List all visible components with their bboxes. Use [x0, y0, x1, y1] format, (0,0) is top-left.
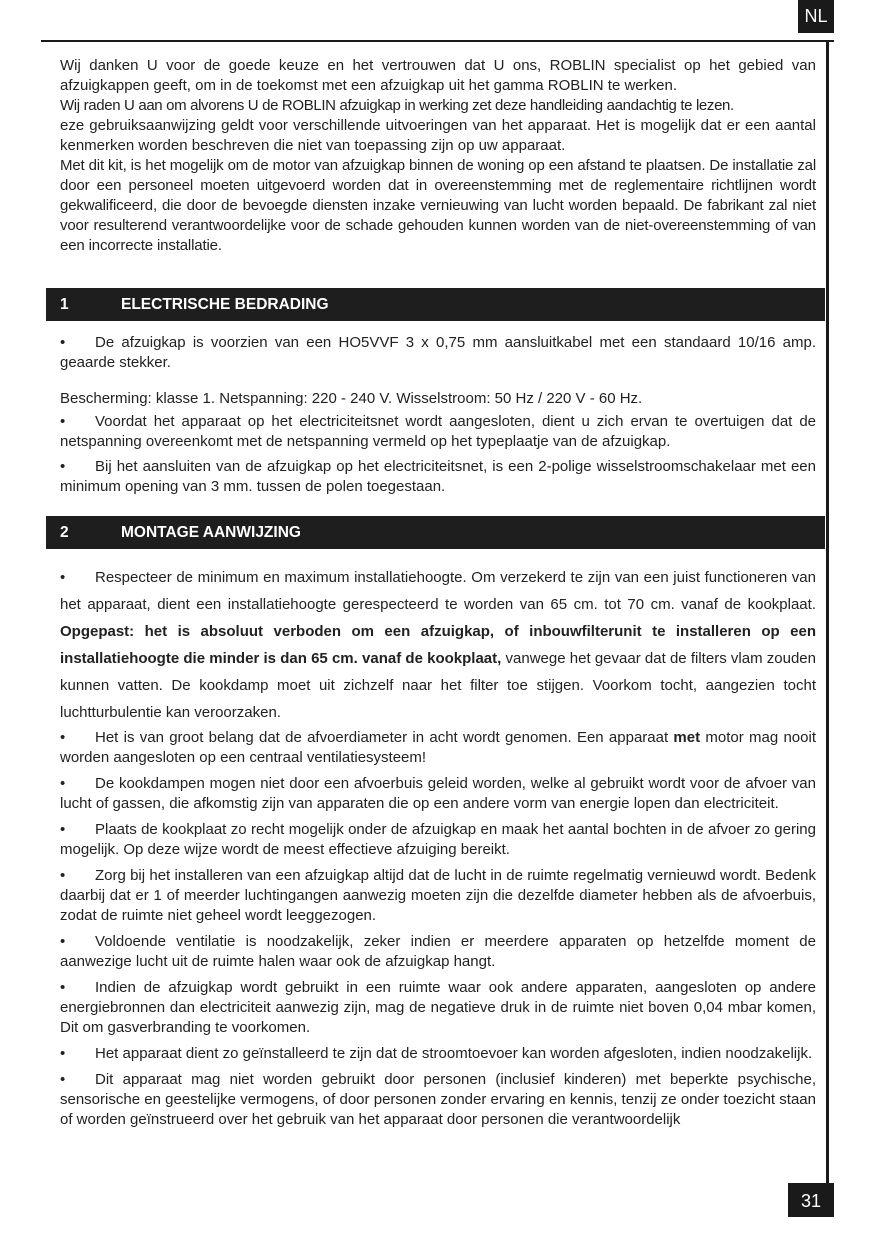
section-2-number: 2: [60, 524, 69, 541]
frame-right-rule: [826, 40, 829, 1183]
intro-paragraph-3: eze gebruiksaanwijzing geldt voor verschillende uitvoeringen van het apparaat. Het is mogelijk dat er een aantal kenmerken worden beschreven die niet van toepassing zijn op uw apparaat.: [60, 117, 816, 154]
bullet: •: [60, 1045, 66, 1062]
emphasis-text: met: [673, 729, 701, 746]
list-item-text: Voldoende ventilatie is noodzakelijk, zeker indien er meerdere apparaten op hetzelfde moment de aanwezige lucht uit de ruimte halen waar ook de afzuigkap hangt.: [60, 933, 816, 970]
section-1-title: ELECTRISCHE BEDRADING: [121, 296, 329, 313]
section-1-header: [46, 288, 825, 321]
list-item-text: vanwege het gevaar dat de filters vlam zouden kunnen vatten. De kookdamp moet uit zichzelf naar het filter toe stijgen. Voorkom tocht, aangezien tocht luchtturbulentie kan veroorzaken.: [60, 650, 816, 721]
list-item-text: Indien de afzuigkap wordt gebruikt in een ruimte waar ook andere apparaten, aangesloten op andere energiebronnen dan electriciteit aanwezig zijn, mag de negatieve druk in de ruimte niet boven 0,04 mbar komen, Dit om gasverbranding te voorkomen.: [60, 979, 816, 1036]
bullet: •: [60, 933, 66, 950]
list-item: [60, 820, 816, 860]
list-item-text: De afzuigkap is voorzien van een HO5VVF 3 x 0,75 mm aansluitkabel met een standaard 10/16 amp. geaarde stekker.: [60, 334, 816, 371]
list-item-text: Het apparaat dient zo geïnstalleerd te zijn dat de stroomtoevoer kan worden afgesloten, indien noodzakelijk.: [95, 1045, 813, 1062]
list-item-text: Het is van groot belang dat de afvoerdiameter in acht wordt genomen. Een apparaat: [95, 729, 674, 746]
list-item-text: Zorg bij het installeren van een afzuigkap altijd dat de lucht in de ruimte regelmatig vernieuwd wordt. Bedenk daarbij dat er 1 of meerder luchtingangen aanwezig moeten zijn die dezelfde diameter hebben als de afvoerbuis, zodat de ruimte niet geheel wordt leeggezogen.: [60, 867, 816, 924]
bullet: •: [60, 334, 66, 351]
bullet: •: [60, 569, 66, 586]
list-item-text: Plaats de kookplaat zo recht mogelijk onder de afzuigkap en maak het aantal bochten in de afvoer zo gering mogelijk. Op deze wijze wordt de meest effectieve afzuiging bereikt.: [60, 821, 816, 858]
protection-info: Bescherming: klasse 1. Netspanning: 220 - 240 V. Wisselstroom: 50 Hz / 220 V - 60 Hz.: [60, 390, 643, 407]
bullet: •: [60, 413, 66, 430]
frame-top-rule: [41, 40, 834, 42]
intro-paragraph-1: Wij danken U voor de goede keuze en het vertrouwen dat U ons, ROBLIN specialist op het gebied van afzuigkappen geeft, om in de toekomst met een afzuigkap uit het gamma ROBLIN te werken.: [60, 57, 816, 94]
list-item-text: Dit apparaat mag niet worden gebruikt door personen (inclusief kinderen) met beperkte psychische, sensorische en geestelijke vermogens, of door personen zonder ervaring en kennis, tenzij ze onder toezicht staan of worden geïnstrueerd over het gebruik van het apparaat door personen die verantwoordelijk: [60, 1071, 816, 1128]
list-item: [60, 1044, 816, 1064]
list-item: [60, 978, 816, 1038]
bullet: •: [60, 821, 66, 838]
list-item: [60, 932, 816, 972]
intro-paragraph-4: Met dit kit, is het mogelijk om de motor van afzuigkap binnen de woning op een afstand te plaatsen. De installatie zal door een personeel moeten uitgevoerd worden dat in overeenstemming met de reglementaire richtlijnen wordt gekwalificeerd, die door de bevoegde diensten inzake vernieuwing van lucht worden bepaald. De fabrikant zal niet voor resulterend verantwoordelijke voor de schade gehouden kunnen worden van de niet-overeenstemming of van een incorrecte installatie.: [60, 157, 816, 254]
bullet: •: [60, 979, 66, 996]
list-item: [60, 774, 816, 814]
list-item-text: Respecteer de minimum en maximum installatiehoogte. Om verzekerd te zijn van een juist functioneren van het apparaat, dient een installatiehoogte gerespecteerd te worden van 65 cm. tot 70 cm. vanaf de kookplaat.: [60, 569, 816, 613]
bullet: •: [60, 729, 66, 746]
list-item-text: Bij het aansluiten van de afzuigkap op het electriciteitsnet, is een 2-polige wisselstroomschakelaar met een minimum opening van 3 mm. tussen de polen toegestaan.: [60, 458, 816, 495]
list-item: [60, 866, 816, 926]
section-2-title: MONTAGE AANWIJZING: [121, 524, 301, 541]
list-item: [60, 412, 816, 452]
list-item-text: De kookdampen mogen niet door een afvoerbuis geleid worden, welke al gebruikt wordt voor de afvoer van lucht of gassen, die afkomstig zijn van apparaten die op een andere vorm van energie lopen dan electriciteit.: [60, 775, 816, 812]
list-item: [60, 457, 816, 497]
language-badge: NL: [798, 0, 834, 33]
intro-text: [60, 56, 816, 256]
warning-text: Opgepast: het is absoluut verboden om een afzuigkap, of inbouwfilterunit te installeren op een installatiehoogte die minder is dan 65 cm. vanaf de kookplaat,: [60, 623, 816, 667]
intro-paragraph-2: Wij raden U aan om alvorens U de ROBLIN afzuigkap in werking zet deze handleiding aandachtig te lezen.: [60, 97, 734, 114]
section-1-number: 1: [60, 296, 69, 313]
section-2-body: [60, 564, 816, 1130]
list-item: [60, 728, 816, 768]
section-1-body: [60, 333, 816, 497]
bullet: •: [60, 458, 66, 475]
bullet: •: [60, 1071, 66, 1088]
list-item: [60, 1070, 816, 1130]
list-item-text: Voordat het apparaat op het electriciteitsnet wordt aangesloten, dient u zich ervan te overtuigen dat de netspanning overeenkomt met de netspanning vermeld op het typeplaatje van de afzuigkap.: [60, 413, 816, 450]
list-item: [60, 333, 816, 373]
list-item-text: motor mag nooit worden aangesloten op een centraal ventilatiesysteem!: [60, 729, 816, 766]
list-item: [60, 564, 816, 726]
page-number: 31: [788, 1183, 834, 1217]
bullet: •: [60, 867, 66, 884]
bullet: •: [60, 775, 66, 792]
section-2-header: [46, 516, 825, 549]
